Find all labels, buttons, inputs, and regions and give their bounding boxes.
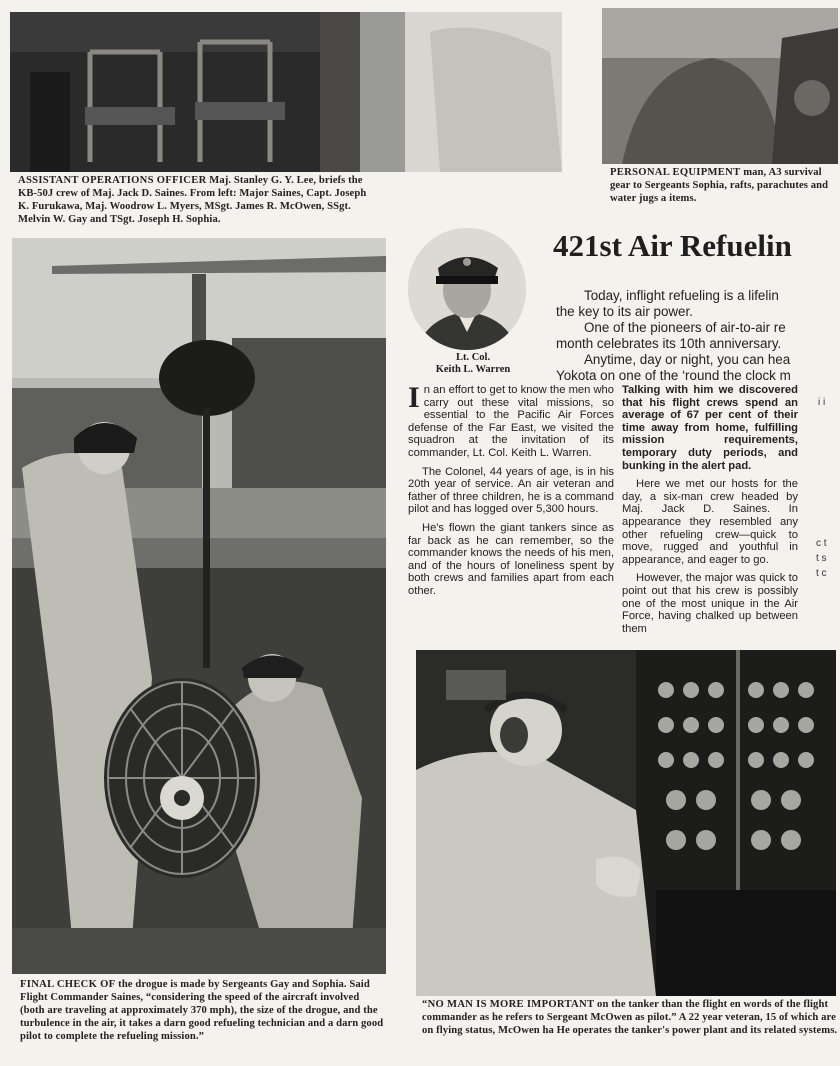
portrait-caption bbox=[418, 352, 528, 376]
intro-line: month celebrates its 10th anniversary. bbox=[556, 336, 782, 351]
engineer-photo bbox=[416, 650, 836, 996]
drogue-photo bbox=[12, 238, 386, 974]
briefing-caption: ASSISTANT OPERATIONS OFFICER Maj. Stanley G. Y. Lee, briefs the KB-50J crew of Maj. Jack D. Saines. From left: Major Saines, Capt. Joseph K. Furukawa, Maj. Woodrow L. Myers, MSgt. James R. McOwen, SSgt. Melvin W. Gay and TSgt. Joseph H. Sophia. bbox=[18, 175, 367, 225]
intro-line: the key to its air power. bbox=[556, 304, 693, 319]
briefing-photo bbox=[10, 12, 562, 172]
portrait-rank: Lt. Col. bbox=[455, 352, 491, 363]
intro-line: Anytime, day or night, you can hea bbox=[584, 352, 791, 367]
column-right-paragraph: However, the major was quick to point out that his crew is possibly one of the most unique in the Air Force, having chalked up between them bbox=[622, 572, 798, 635]
portrait-name: Keith L. Warren bbox=[435, 364, 511, 375]
intro-line: Yokota on one of the ‘round the clock m bbox=[556, 368, 791, 383]
intro-line: One of the pioneers of air-to-air re bbox=[584, 320, 786, 335]
column-right-paragraph: Talking with him we discovered that his flight crews spend an average of 67 per cent of their time away from home, fulfilling mission requirements, temporary duty periods, and bunking in the alert pad. bbox=[622, 384, 798, 472]
article-headline: 421st Air Refuelin bbox=[553, 228, 792, 263]
column-left-paragraph: He's flown the giant tankers since as far back as he can remember, so the commander knows the needs of his men, and of the hours of loneliness spent by both crews and families apart from each other. bbox=[408, 521, 614, 597]
column-left-paragraph: In an effort to get to know the men who carry out these vital missions, so essential to the Pacific Air Forces defense of the Far East, we visited the squadron at the invitation of its commander, Lt. Col. Keith L. Warren. bbox=[408, 381, 614, 459]
article-intro bbox=[556, 288, 826, 384]
article-column-right bbox=[622, 384, 798, 641]
portrait-photo bbox=[408, 228, 526, 350]
cut-off-column-fragment: c t t s t c bbox=[816, 538, 827, 579]
intro-line: Today, inflight refueling is a lifelin bbox=[584, 288, 779, 303]
column-right-paragraph: Here we met our hosts for the day, a six-man crew headed by Maj. Jack D. Saines. In appearance they resembled any other refueling crew—quick to move, rugged and youthful in appearance, and eager to go. bbox=[622, 478, 798, 566]
equipment-photo bbox=[602, 8, 838, 164]
column-left-paragraph: The Colonel, 44 years of age, is in his 20th year of service. An air veteran and father of three children, he is a command pilot and has logged over 5,300 hours. bbox=[408, 465, 614, 516]
engineer-caption: “NO MAN IS MORE IMPORTANT on the tanker than the flight en words of the flight commander as he refers to Sergeant McOwen as pilot.” A 22 year veteran, 15 of which are on flying status, McOwen ha He operates the tanker's power plant and its related systems. bbox=[422, 999, 838, 1036]
drop-cap: I bbox=[408, 381, 420, 414]
article-column-left bbox=[408, 381, 614, 604]
equipment-caption: PERSONAL EQUIPMENT man, A3 survival gear to Sergeants Sophia, rafts, parachutes and water jugs a items. bbox=[610, 167, 829, 204]
cut-off-column-fragment: i i bbox=[818, 397, 826, 408]
drogue-caption: FINAL CHECK OF the drogue is made by Sergeants Gay and Sophia. Said Flight Commander Saines, “considering the speed of the aircraft involved (both are traveling at approximately 370 mph), the size of the drogue, and the turbulence in the air, it takes a darn good refueling technician and a darn good pilot to complete the refueling mission.” bbox=[20, 979, 384, 1042]
